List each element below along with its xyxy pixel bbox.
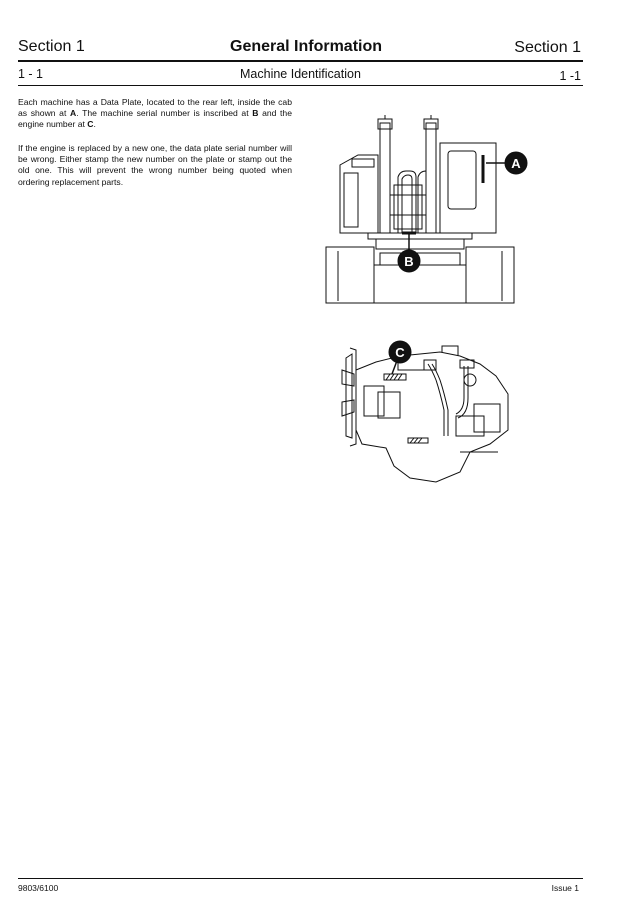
undercarriage [374,265,466,303]
p1-ref-b: B [252,108,259,119]
callout-b-label: B [404,254,414,269]
p1-ref-a: A [69,108,77,119]
p1-text-3: and the engine number at [18,108,292,130]
cab-window [448,151,476,209]
section-label-right: Section 1 [514,39,581,56]
p1-ref-c: C [87,119,94,130]
document-number: 9803/6100 [18,883,59,893]
footer-rule [18,878,583,879]
paragraph-data-plate [18,97,292,131]
p1-text-4: . [93,119,96,130]
left-track [326,247,374,303]
page-number-left: 1 - 1 [18,67,44,81]
page-number-right: 1 -1 [559,69,581,83]
issue-label: Issue 1 [551,883,579,893]
p1-text-2: . The machine serial number is inscribed at [76,108,253,119]
engine-illustration [340,340,525,485]
boom-cylinder-right [426,123,436,233]
page-title: General Information [230,38,383,55]
callout-a-label: A [511,156,521,171]
front-pulley [364,386,384,416]
p1-text-1: Each machine has a Data Plate, located to the rear left, inside the cab as shown at [18,97,292,119]
engine-pipe [428,364,444,436]
callout-c-label: C [395,345,405,360]
subheader-rule [18,85,583,86]
header-rule [18,60,583,62]
right-track [466,247,514,303]
engine-fan [346,354,352,438]
boom-cylinder-left [380,123,390,233]
excavator-rear-view-illustration [318,115,558,310]
paragraph-engine-replacement: If the engine is replaced by a new one, the data plate serial number will be wrong. Either stamp the new number on the plate or stamp out the old one. This will prevent the wrong number being quoted when ordering replacement parts. [18,143,292,187]
topic-title: Machine Identification [240,67,361,81]
oil-filter [474,404,500,432]
section-label-left: Section 1 [18,38,85,55]
